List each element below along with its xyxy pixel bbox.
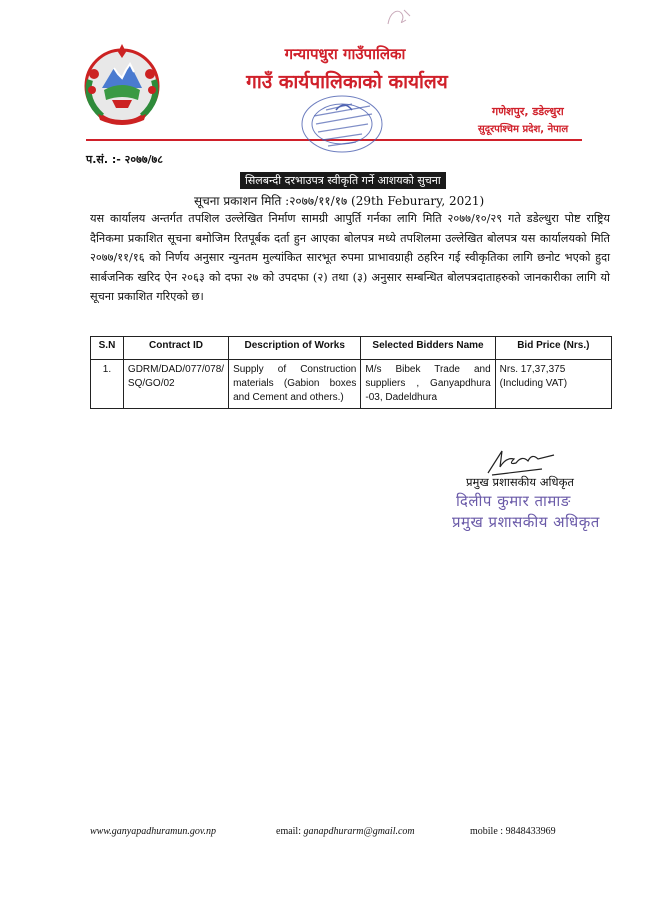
footer-email-value: ganapdhurarm@gmail.com	[303, 826, 415, 837]
footer-mobile-label: mobile :	[470, 826, 504, 837]
address-line-1: गणेशपुर, डडेल्धुरा	[492, 105, 564, 118]
header-description: Description of Works	[229, 337, 361, 360]
municipality-name: गन्यापधुरा गाउँपालिका	[284, 45, 406, 63]
notice-body: यस कार्यालय अन्तर्गत तपशिल उल्लेखित निर्माण सामग्री आपुर्ति गर्नका लागि मिति २०७७/१०/२९ गते डडेल्धुरा पोष्ट राष्ट्रिय दैनिकमा प्रकाशित सूचना बमोजिम रितपूर्बक दर्ता हुन आएका बोलपत्र मध्ये तपशिलमा उल्लेखित बोलपत्र यस कार्यालयको मिति २०७७/११/१६ को निर्णय अनुसार न्युनतम मुल्यांकित सारभूत रुपमा प्राभावग्राही ठहरिन गई स्वीकृतिका लागि छनोट भएको हुदा सार्बजनिक खरिद ऐन २०६३ को दफा २७ को उपदफा (२) तथा (३) अनुसार सम्बन्धित बोलपत्रदाताहरुको जानकारीका लागि यो सूचना प्रकाशित गरिएको छ।	[90, 212, 610, 303]
handwritten-signature	[482, 443, 562, 479]
cell-sn: 1.	[91, 360, 124, 409]
header-bid-price: Bid Price (Nrs.)	[495, 337, 611, 360]
footer-mobile-value: 9848433969	[505, 826, 556, 837]
cell-bidder: M/s Bibek Trade and suppliers , Ganyapdhura -03, Dadeldhura	[361, 360, 495, 409]
signatory-title: प्रमुख प्रशासकीय अधिकृत	[466, 475, 574, 489]
office-stamp-seal	[296, 90, 388, 158]
header-bidder: Selected Bidders Name	[361, 337, 495, 360]
office-name: गाउँ कार्यपालिकाको कार्यालय	[246, 71, 448, 93]
seal-officer-title: प्रमुख प्रशासकीय अधिकृत	[452, 513, 600, 531]
bid-table	[90, 336, 612, 409]
cell-contract-id: GDRM/DAD/077/078/ SQ/GO/02	[123, 360, 228, 409]
reference-number: प.सं. :- २०७७/७८	[86, 153, 164, 166]
footer-mobile	[470, 826, 556, 837]
header-contract-id: Contract ID	[123, 337, 228, 360]
seal-officer-name: दिलीप कुमार तामाङ	[456, 492, 571, 510]
nepal-emblem-logo	[78, 40, 166, 128]
header-sn: S.N	[91, 337, 124, 360]
footer-website: www.ganyapadhuramun.gov.np	[90, 826, 217, 837]
table-header-row	[91, 337, 612, 360]
cell-bid-price: Nrs. 17,37,375 (Including VAT)	[495, 360, 611, 409]
address-line-2: सुदूरपश्चिम प्रदेश, नेपाल	[478, 124, 569, 135]
footer-email-label: email:	[276, 826, 301, 837]
footer-email	[276, 826, 415, 837]
publication-date: सूचना प्रकाशन मिति :२०७७/११/१७ (29th Feburary, 2021)	[194, 194, 485, 208]
notice-title: सिलबन्दी दरभाउपत्र स्वीकृति गर्ने आशयको सुचना	[240, 172, 446, 189]
table-row	[91, 360, 612, 409]
cell-description: Supply of Construction materials (Gabion boxes and Cement and others.)	[229, 360, 361, 409]
pen-scribble	[384, 6, 414, 28]
